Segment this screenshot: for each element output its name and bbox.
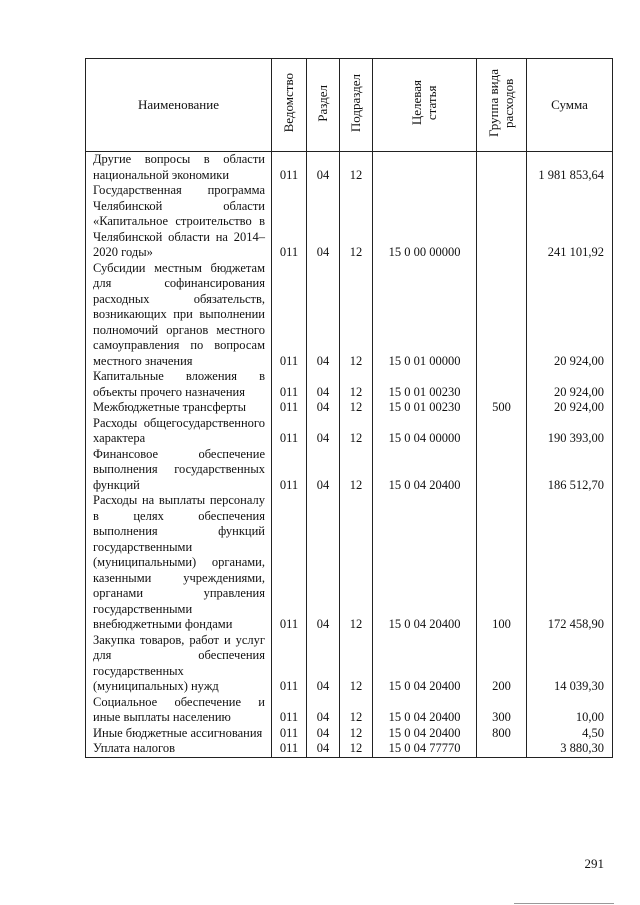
- row-razdel: 04: [307, 261, 340, 370]
- row-ved: 011: [272, 152, 307, 184]
- row-name: Капитальные вложения в объекты прочего назначения: [86, 369, 272, 400]
- row-podrazdel: 12: [340, 400, 373, 416]
- table-row: [86, 726, 613, 742]
- row-ved: 011: [272, 369, 307, 400]
- row-summa: 14 039,30: [527, 633, 613, 695]
- header-gruppa: Группа вида расходов: [477, 59, 527, 152]
- row-razdel: 04: [307, 183, 340, 261]
- table-row: [86, 695, 613, 726]
- row-gruppa: 200: [477, 633, 527, 695]
- table-row: [86, 493, 613, 633]
- row-razdel: 04: [307, 633, 340, 695]
- row-podrazdel: 12: [340, 416, 373, 447]
- row-gruppa: [477, 447, 527, 494]
- header-name: Наименование: [86, 59, 272, 152]
- row-gruppa: [477, 152, 527, 184]
- row-name: Расходы на выплаты персоналу в целях обеспечения выполнения функций государственными (муниципальными) органами, казенными учреждениями, органами управления государственными внебюджетными фондами: [86, 493, 272, 633]
- table-body: [86, 152, 613, 758]
- row-name: Уплата налогов: [86, 741, 272, 757]
- row-summa: 20 924,00: [527, 369, 613, 400]
- row-gruppa: [477, 183, 527, 261]
- row-gruppa: [477, 741, 527, 757]
- row-ved: 011: [272, 416, 307, 447]
- row-celevaya: 15 0 04 20400: [373, 447, 477, 494]
- row-ved: 011: [272, 261, 307, 370]
- row-celevaya: 15 0 04 20400: [373, 726, 477, 742]
- row-razdel: 04: [307, 493, 340, 633]
- table-row: [86, 447, 613, 494]
- row-ved: 011: [272, 633, 307, 695]
- row-celevaya: 15 0 04 20400: [373, 695, 477, 726]
- row-gruppa: 800: [477, 726, 527, 742]
- page-number: 291: [584, 856, 604, 871]
- row-celevaya: 15 0 00 00000: [373, 183, 477, 261]
- row-podrazdel: 12: [340, 695, 373, 726]
- footer-rule: [514, 903, 614, 904]
- row-name: Межбюджетные трансферты: [86, 400, 272, 416]
- row-gruppa: [477, 416, 527, 447]
- row-gruppa: [477, 261, 527, 370]
- row-celevaya: 15 0 01 00230: [373, 400, 477, 416]
- row-summa: 20 924,00: [527, 400, 613, 416]
- row-summa: 241 101,92: [527, 183, 613, 261]
- row-podrazdel: 12: [340, 633, 373, 695]
- row-celevaya: 15 0 01 00230: [373, 369, 477, 400]
- row-ved: 011: [272, 183, 307, 261]
- row-name: Субсидии местным бюджетам для софинансирования расходных обязательств, возникающих при выполнении полномочий органов местного самоуправления по вопросам местного значения: [86, 261, 272, 370]
- row-summa: 20 924,00: [527, 261, 613, 370]
- row-name: Иные бюджетные ассигнования: [86, 726, 272, 742]
- row-summa: 186 512,70: [527, 447, 613, 494]
- row-podrazdel: 12: [340, 447, 373, 494]
- row-ved: 011: [272, 400, 307, 416]
- row-name: Закупка товаров, работ и услуг для обеспечения государственных (муниципальных) нужд: [86, 633, 272, 695]
- table-row: [86, 633, 613, 695]
- row-ved: 011: [272, 695, 307, 726]
- row-celevaya: [373, 152, 477, 184]
- row-celevaya: 15 0 04 20400: [373, 633, 477, 695]
- budget-table: [85, 58, 613, 758]
- row-celevaya: 15 0 01 00000: [373, 261, 477, 370]
- table-row: [86, 416, 613, 447]
- row-name: Государственная программа Челябинской области «Капитальное строительство в Челябинской области на 2014–2020 годы»: [86, 183, 272, 261]
- row-razdel: 04: [307, 152, 340, 184]
- row-ved: 011: [272, 493, 307, 633]
- row-podrazdel: 12: [340, 726, 373, 742]
- row-razdel: 04: [307, 695, 340, 726]
- table-header: [86, 59, 613, 152]
- header-razdel: Раздел: [307, 59, 340, 152]
- row-podrazdel: 12: [340, 183, 373, 261]
- row-name: Расходы общегосударственного характера: [86, 416, 272, 447]
- row-razdel: 04: [307, 400, 340, 416]
- header-podrazdel: Подраздел: [340, 59, 373, 152]
- row-summa: 10,00: [527, 695, 613, 726]
- row-summa: 190 393,00: [527, 416, 613, 447]
- row-razdel: 04: [307, 741, 340, 757]
- table-row: [86, 261, 613, 370]
- row-razdel: 04: [307, 447, 340, 494]
- table-row: [86, 183, 613, 261]
- row-celevaya: 15 0 04 20400: [373, 493, 477, 633]
- header-celevaya: Целевая статья: [373, 59, 477, 152]
- row-razdel: 04: [307, 369, 340, 400]
- table-row: [86, 400, 613, 416]
- row-gruppa: 100: [477, 493, 527, 633]
- row-podrazdel: 12: [340, 493, 373, 633]
- row-name: Другие вопросы в области национальной экономики: [86, 152, 272, 184]
- row-name: Финансовое обеспечение выполнения государственных функций: [86, 447, 272, 494]
- row-summa: 1 981 853,64: [527, 152, 613, 184]
- header-summa: Сумма: [527, 59, 613, 152]
- row-gruppa: 500: [477, 400, 527, 416]
- header-ved: Ведомство: [272, 59, 307, 152]
- row-gruppa: 300: [477, 695, 527, 726]
- row-ved: 011: [272, 741, 307, 757]
- row-razdel: 04: [307, 726, 340, 742]
- row-name: Социальное обеспечение и иные выплаты населению: [86, 695, 272, 726]
- row-summa: 172 458,90: [527, 493, 613, 633]
- row-podrazdel: 12: [340, 369, 373, 400]
- row-summa: 4,50: [527, 726, 613, 742]
- row-summa: 3 880,30: [527, 741, 613, 757]
- table-row: [86, 152, 613, 184]
- row-podrazdel: 12: [340, 261, 373, 370]
- row-podrazdel: 12: [340, 741, 373, 757]
- table-row: [86, 741, 613, 757]
- row-gruppa: [477, 369, 527, 400]
- row-razdel: 04: [307, 416, 340, 447]
- table-row: [86, 369, 613, 400]
- row-ved: 011: [272, 726, 307, 742]
- row-ved: 011: [272, 447, 307, 494]
- row-celevaya: 15 0 04 00000: [373, 416, 477, 447]
- row-podrazdel: 12: [340, 152, 373, 184]
- row-celevaya: 15 0 04 77770: [373, 741, 477, 757]
